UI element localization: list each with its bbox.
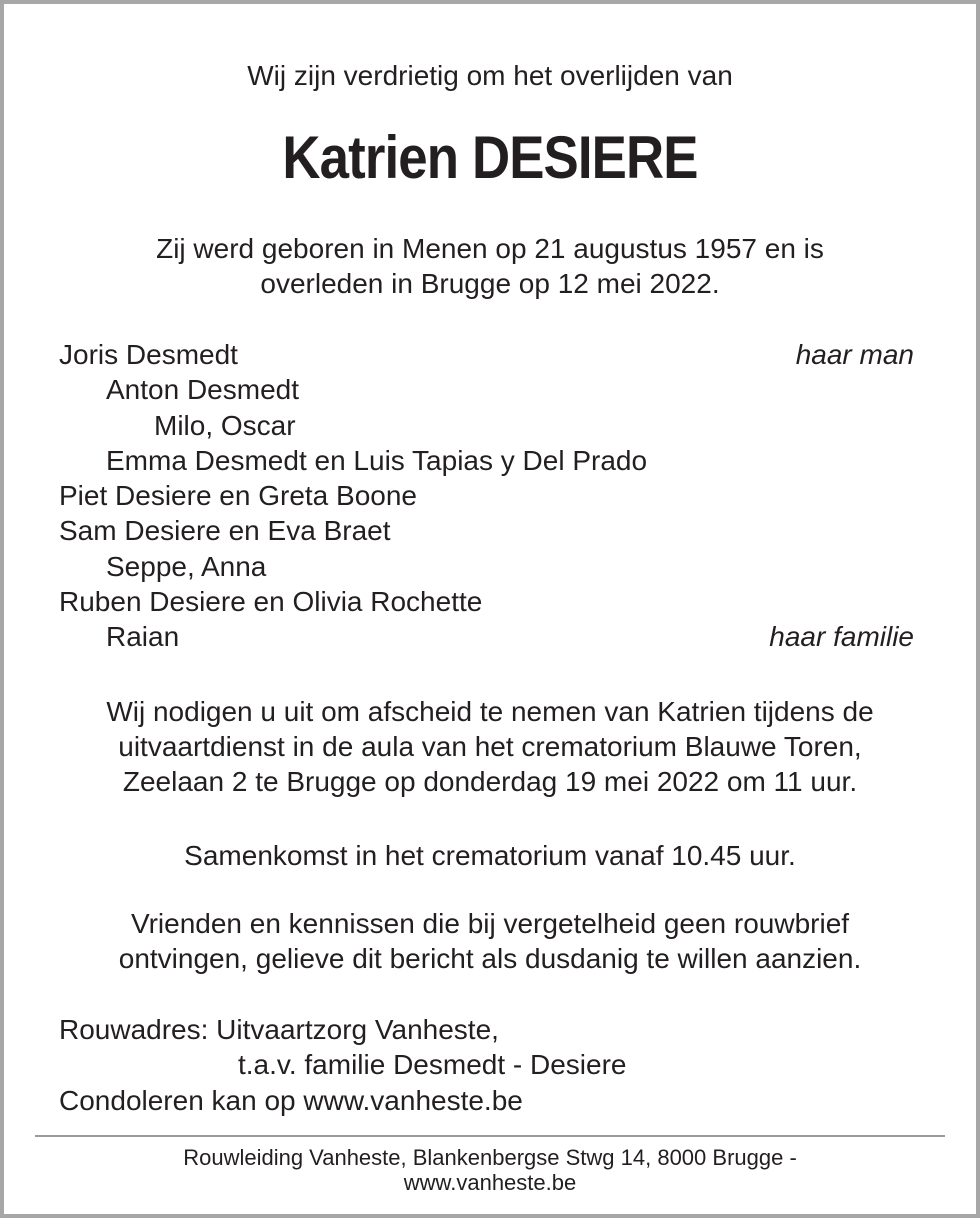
family-row [59, 408, 914, 443]
ceremony-invitation [4, 694, 976, 799]
family-member: Emma Desmedt en Luis Tapias y Del Prado [106, 444, 648, 476]
family-row [59, 337, 914, 372]
invitation-line: Zeelaan 2 te Brugge op donderdag 19 mei 2022 om 11 uur. [122, 766, 858, 797]
footer-divider [35, 1135, 945, 1137]
family-member: Milo, Oscar [154, 409, 296, 441]
family-row [59, 584, 914, 619]
funeral-director-footer [4, 1145, 976, 1195]
bio-line: overleden in Brugge op 12 mei 2022. [260, 268, 720, 299]
family-member: Joris Desmedt [59, 339, 238, 370]
friends-line: Vrienden en kennissen die bij vergetelheid geen rouwbrief [130, 908, 850, 939]
family-row [59, 372, 914, 407]
bio-line: Zij werd geboren in Menen op 21 augustus 1957 en is [156, 233, 824, 264]
condolences-text: Condoleren kan op www.vanheste.be [59, 1085, 523, 1116]
family-row [59, 513, 914, 548]
family-row [59, 478, 914, 513]
family-member: Raian [106, 621, 180, 653]
meeting-time: Samenkomst in het crematorium vanaf 10.45 uur. [184, 840, 796, 871]
footer-line: Rouwleiding Vanheste, Blankenbergse Stwg 14, 8000 Brugge - [183, 1145, 797, 1170]
family-member: Piet Desiere en Greta Boone [59, 480, 417, 512]
footer-website: www.vanheste.be [403, 1170, 577, 1195]
family-member: Anton Desmedt [106, 374, 299, 406]
family-member: Seppe, Anna [106, 550, 267, 582]
family-role: haar familie [769, 621, 914, 653]
intro-text: Wij zijn verdrietig om het overlijden van [247, 60, 733, 91]
friends-notice [4, 906, 976, 976]
birth-death-text [4, 231, 976, 301]
mourning-address-attn: t.a.v. familie Desmedt - Desiere [238, 1049, 627, 1080]
family-member: Ruben Desiere en Olivia Rochette [59, 586, 483, 618]
mourning-address: Rouwadres: Uitvaartzorg Vanheste, [59, 1014, 499, 1045]
deceased-name: Katrien DESIERE [282, 124, 698, 191]
invitation-line: Wij nodigen u uit om afscheid te nemen van Katrien tijdens de [106, 696, 874, 727]
family-list [59, 337, 914, 655]
family-member: Sam Desiere en Eva Braet [59, 515, 391, 547]
family-row [59, 619, 914, 654]
family-row [59, 549, 914, 584]
family-role: haar man [795, 339, 914, 370]
invitation-line: uitvaartdienst in de aula van het crematorium Blauwe Toren, [118, 731, 862, 762]
friends-line: ontvingen, gelieve dit bericht als dusdanig te willen aanzien. [118, 943, 862, 974]
family-row [59, 443, 914, 478]
